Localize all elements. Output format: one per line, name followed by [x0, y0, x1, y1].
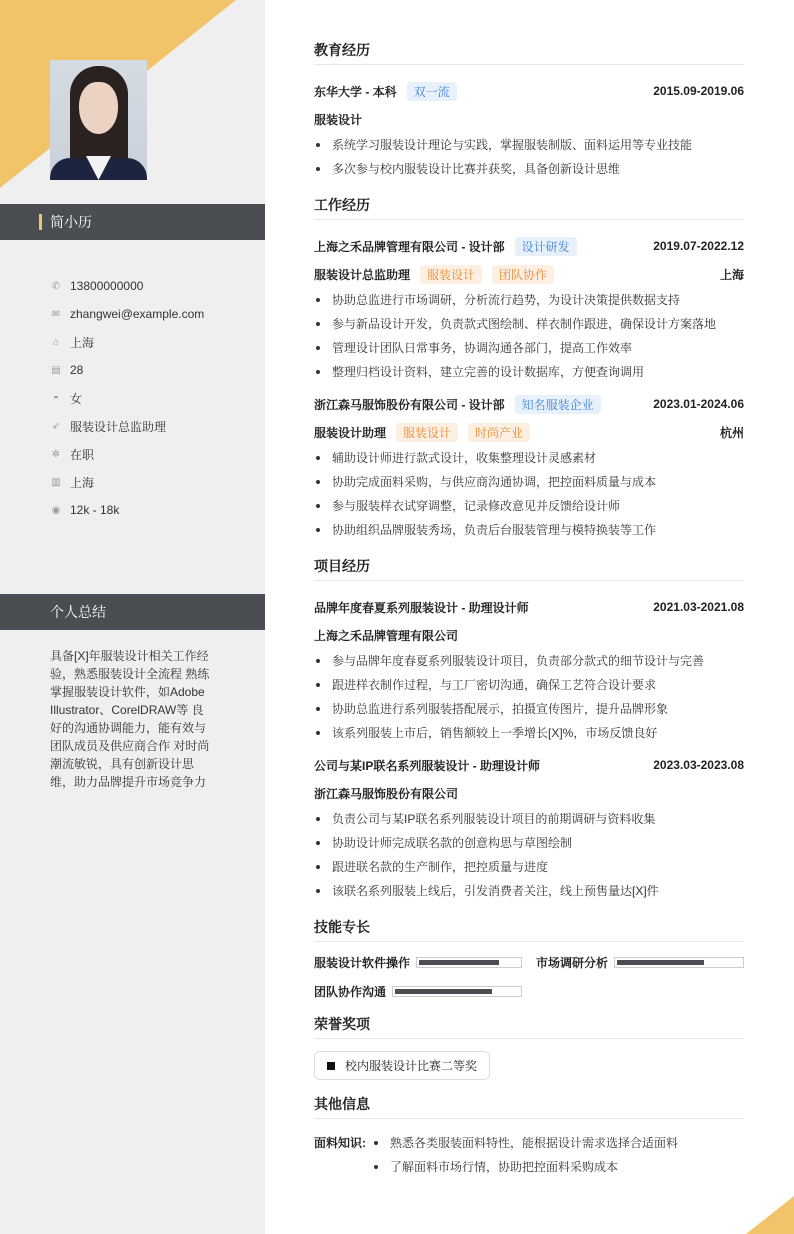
organization: 上海之禾品牌管理有限公司	[314, 628, 459, 643]
left	[314, 265, 554, 284]
work-header	[314, 232, 744, 260]
city-icon: ▥	[51, 476, 61, 488]
project-name: 品牌年度春夏系列服装设计 - 助理设计师	[314, 600, 529, 615]
list-item: 协助完成面料采购，与供应商沟通协调，把控面料质量与成本	[314, 470, 744, 494]
organization: 浙江森马服饰股份有限公司	[314, 786, 459, 801]
skill-name: 服装设计软件操作	[314, 956, 411, 970]
list-item: 该联名系列服装上线后，引发消费者关注，线上预售量达[X]件	[314, 879, 744, 903]
summary-text: 具备[X]年服装设计相关工作经验，熟悉服装设计全流程 熟练掌握服装设计软件，如Adobe Illustrator、CorelDRAW等 良好的沟通协调能力，能有效与团队成员及供应商合作 对时尚潮流敏锐，具有创新设计思维，助力品牌提升市场竞争力	[50, 649, 210, 789]
list-item: 协助设计师完成联名款的创意构思与草图绘制	[314, 831, 744, 855]
skill-fill	[419, 960, 499, 965]
other-section	[314, 1094, 744, 1179]
list-item: 协助总监进行市场调研，分析流行趋势，为设计决策提供数据支持	[314, 288, 744, 312]
tag: 时尚产业	[468, 423, 530, 442]
gender-icon: ◓	[52, 392, 60, 404]
contact-item	[50, 412, 204, 440]
tag: 服装设计	[420, 265, 482, 284]
contact-item	[50, 496, 204, 524]
status-icon: ✲	[51, 448, 61, 460]
list-item: 该系列服装上市后，销售额较上一季增长[X]%，市场反馈良好	[314, 721, 744, 745]
list-item: 参与品牌年度春夏系列服装设计项目，负责部分款式的细节设计与完善	[314, 649, 744, 673]
org-row	[314, 621, 744, 649]
role: 服装设计助理	[314, 425, 387, 440]
summary-title-bar	[0, 594, 265, 630]
main-content	[314, 40, 744, 1193]
major: 服装设计	[314, 112, 363, 127]
bullet-list	[314, 446, 744, 542]
skills-section	[314, 917, 744, 1000]
list-item: 协助组织品牌服装秀场，负责后台服装管理与模特换装等工作	[314, 518, 744, 542]
projects-section	[314, 556, 744, 903]
role: 服装设计总监助理	[314, 267, 411, 282]
list-item: 跟进样衣制作过程，与工厂密切沟通，确保工艺符合设计要求	[314, 673, 744, 697]
contact-item	[50, 440, 204, 468]
project-item	[314, 751, 744, 903]
major-row	[314, 105, 744, 133]
bullet-list	[314, 807, 744, 903]
bullet-list	[314, 133, 744, 181]
skill-fill	[617, 960, 704, 965]
summary-title: 个人总结	[50, 604, 106, 620]
date: 2023.03-2023.08	[653, 758, 744, 772]
position-icon: ➶	[51, 420, 61, 432]
education-section	[314, 40, 744, 181]
contact-item	[50, 356, 204, 384]
contact-list	[50, 272, 204, 524]
contact-text: 28	[70, 363, 84, 377]
contact-text: 12k - 18k	[70, 503, 120, 517]
sidebar	[0, 0, 265, 1234]
bullet-list	[314, 288, 744, 384]
skill-item	[314, 954, 522, 971]
list-item: 跟进联名款的生产制作，把控质量与进度	[314, 855, 744, 879]
date: 2023.01-2024.06	[653, 397, 744, 411]
skill-name: 团队协作沟通	[314, 985, 387, 999]
contact-text: 女	[70, 391, 83, 406]
list-item: 参与新品设计开发，负责款式图绘制、样衣制作跟进，确保设计方案落地	[314, 312, 744, 336]
contact-text: 上海	[70, 335, 95, 350]
list-item: 辅助设计师进行款式设计，收集整理设计灵感素材	[314, 446, 744, 470]
contact-text: 服装设计总监助理	[70, 419, 167, 434]
contact-text: 13800000000	[70, 279, 144, 293]
list-item: 管理设计团队日常事务，协调沟通各部门，提高工作效率	[314, 336, 744, 360]
resume-title: 简小历	[50, 214, 92, 230]
tag: 设计研发	[515, 237, 577, 256]
education-item	[314, 77, 744, 181]
skill-item	[536, 954, 744, 971]
education-header	[314, 77, 744, 105]
section-title: 教育经历	[314, 40, 744, 65]
school-name: 东华大学 - 本科	[314, 84, 397, 99]
date: 2019.07-2022.12	[653, 239, 744, 253]
role-row	[314, 260, 744, 288]
work-section	[314, 195, 744, 542]
skill-fill	[395, 989, 492, 994]
city: 杭州	[719, 425, 744, 440]
other-list	[372, 1131, 678, 1179]
tag: 知名服装企业	[515, 395, 601, 414]
work-header	[314, 390, 744, 418]
skill-name: 市场调研分析	[536, 956, 609, 970]
list-item: 熟悉各类服装面料特性，能根据设计需求选择合适面料	[372, 1131, 678, 1155]
work-item	[314, 232, 744, 384]
project-name: 公司与某IP联名系列服装设计 - 助理设计师	[314, 758, 541, 773]
project-header	[314, 751, 744, 779]
award-item	[314, 1051, 490, 1080]
left	[314, 423, 530, 442]
company: 上海之禾品牌管理有限公司 - 设计部	[314, 239, 505, 254]
skill-bar	[614, 957, 744, 968]
company: 浙江森马服饰股份有限公司 - 设计部	[314, 397, 505, 412]
skill-bar	[392, 986, 522, 997]
contact-item	[50, 272, 204, 300]
list-item: 负责公司与某IP联名系列服装设计项目的前期调研与资料收集	[314, 807, 744, 831]
section-title: 荣誉奖项	[314, 1014, 744, 1039]
contact-text: 上海	[70, 475, 95, 490]
contact-item	[50, 300, 204, 328]
award-text: 校内服装设计比赛二等奖	[345, 1059, 478, 1073]
list-item: 参与服装样衣试穿调整，记录修改意见并反馈给设计师	[314, 494, 744, 518]
bullet-list	[314, 649, 744, 745]
project-item	[314, 593, 744, 745]
skill-item	[314, 983, 522, 1000]
list-item: 系统学习服装设计理论与实践，掌握服装制版、面料运用等专业技能	[314, 133, 744, 157]
home-icon: ⌂	[52, 336, 60, 348]
left	[314, 237, 577, 256]
left	[314, 82, 457, 101]
work-item	[314, 390, 744, 542]
mail-icon: ✉	[51, 308, 61, 320]
skill-bar	[416, 957, 522, 968]
square-bullet-icon	[327, 1062, 335, 1070]
list-item: 了解面料市场行情，协助把控面料采购成本	[372, 1155, 678, 1179]
phone-icon: ✆	[51, 280, 61, 292]
city: 上海	[719, 267, 744, 282]
section-title: 项目经历	[314, 556, 744, 581]
other-label: 面料知识:	[314, 1136, 366, 1150]
tag: 团队协作	[492, 265, 554, 284]
org-row	[314, 779, 744, 807]
tag: 服装设计	[396, 423, 458, 442]
role-row	[314, 418, 744, 446]
section-title: 工作经历	[314, 195, 744, 220]
tag: 双一流	[407, 82, 457, 101]
avatar	[50, 60, 147, 180]
salary-icon: ◉	[51, 504, 61, 516]
contact-item	[50, 328, 204, 356]
resume-title-bar	[0, 204, 265, 240]
contact-text: 在职	[70, 447, 95, 462]
section-title: 其他信息	[314, 1094, 744, 1119]
age-icon: ▤	[51, 364, 61, 376]
decorative-triangle	[746, 1196, 794, 1234]
awards-section	[314, 1014, 744, 1080]
section-title: 技能专长	[314, 917, 744, 942]
list-item: 多次参与校内服装设计比赛并获奖，具备创新设计思维	[314, 157, 744, 181]
date: 2015.09-2019.06	[653, 84, 744, 98]
date: 2021.03-2021.08	[653, 600, 744, 614]
project-header	[314, 593, 744, 621]
contact-text: zhangwei@example.com	[70, 307, 205, 321]
left	[314, 395, 601, 414]
contact-item	[50, 468, 204, 496]
contact-item	[50, 384, 204, 412]
list-item: 协助总监进行系列服装搭配展示，拍摄宣传图片，提升品牌形象	[314, 697, 744, 721]
list-item: 整理归档设计资料，建立完善的设计数据库，方便查询调用	[314, 360, 744, 384]
